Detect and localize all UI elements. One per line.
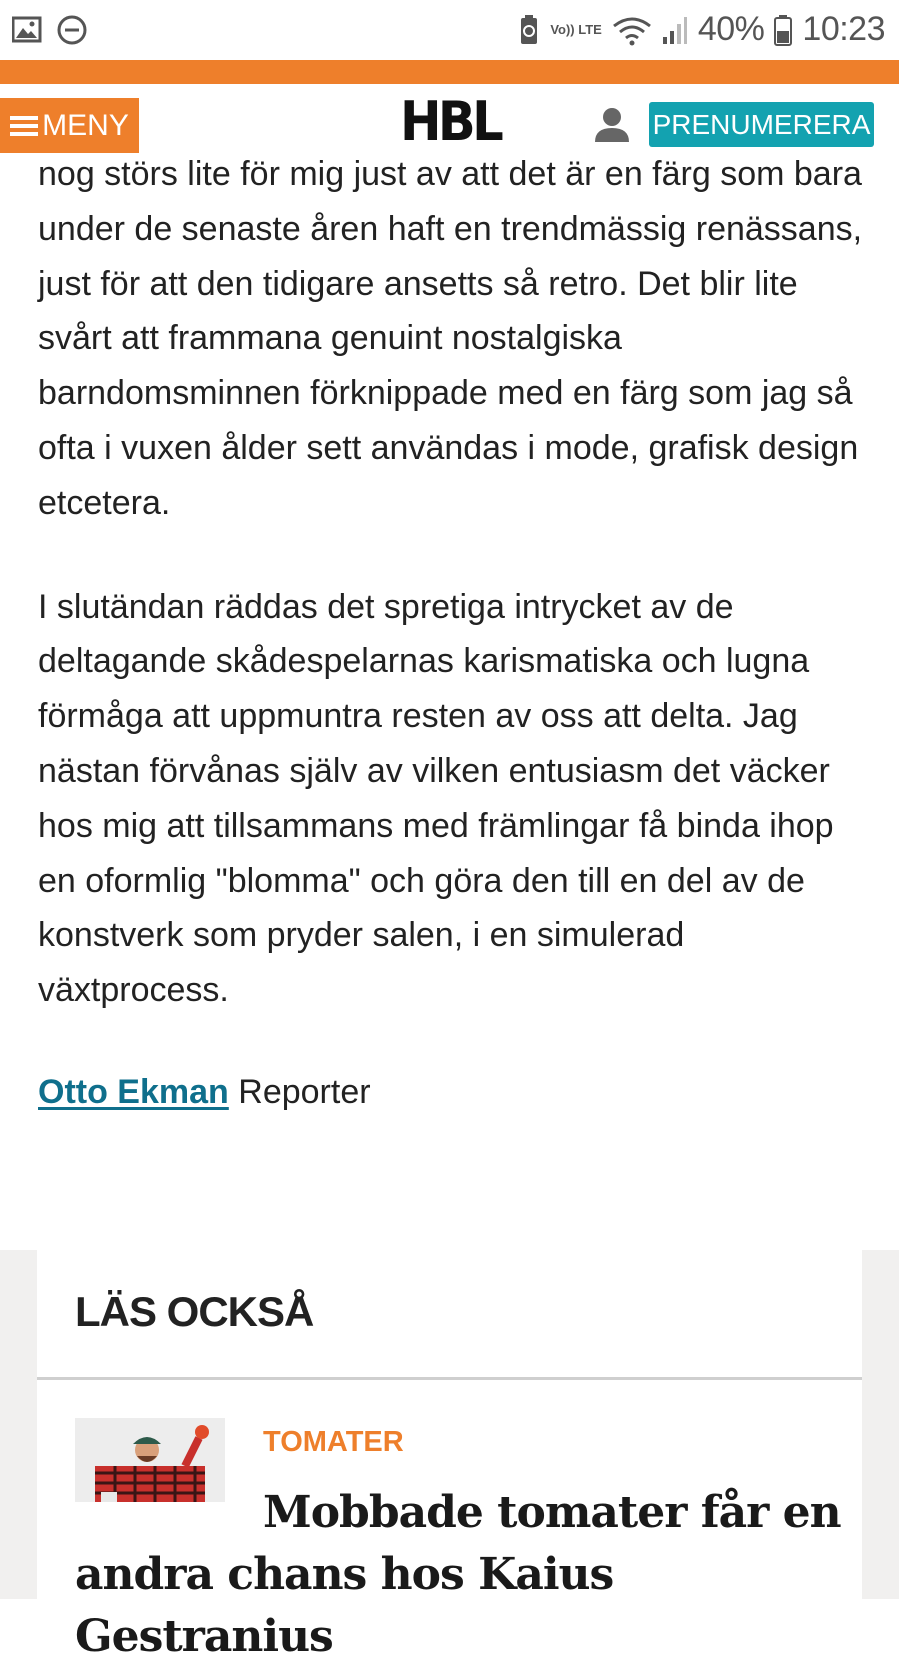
hamburger-icon xyxy=(10,112,38,140)
brand-bar xyxy=(0,60,899,84)
wifi-icon xyxy=(612,14,652,46)
data-saver-icon xyxy=(518,14,540,46)
author-link[interactable]: Otto Ekman xyxy=(38,1073,229,1111)
subscribe-button[interactable]: PRENUMERERA xyxy=(649,102,874,147)
article-paragraph: I slutändan räddas det spretiga intrycket av de deltagande skådespelarnas karismatiska och lugna förmåga att uppmuntra resten av oss att delta. Jag nästan förvånas själv av vilken entusiasm det väcker hos mig att tillsammans med främlingar få binda ihop en oformlig "blomma" och göra den till en del av de konstverk som pryder salen, i en simulerad växtprocess. xyxy=(38,587,834,1010)
do-not-disturb-icon xyxy=(56,14,88,46)
gallery-notification-icon xyxy=(12,16,42,44)
article-paragraph: nog störs lite för mig just av att det är en färg som bara under de senaste åren haft en trendmässig renässans, just för att den tidigare ansetts så retro. Det blir lite svårt att frammana genuint nostalgiska barndomsminnen förknippade med en färg som jag så ofta i vuxen ålder sett användas i mode, grafisk design etcetera. xyxy=(38,155,863,522)
site-logo[interactable]: HBL xyxy=(400,90,501,153)
read-also-card xyxy=(37,1250,862,1662)
author-role: Reporter xyxy=(238,1073,371,1111)
user-account-icon[interactable] xyxy=(592,104,632,144)
network-type: Vo)) LTE xyxy=(550,22,602,37)
article-body xyxy=(38,147,868,1018)
menu-label: MENY xyxy=(42,108,129,142)
read-also-section xyxy=(0,1250,899,1662)
signal-icon xyxy=(662,15,688,45)
read-also-title: LÄS OCKSÅ xyxy=(75,1288,314,1335)
clock: 10:23 xyxy=(802,10,885,48)
article-kicker: TOMATER xyxy=(263,1426,404,1458)
status-bar xyxy=(0,0,899,60)
divider xyxy=(37,1377,862,1380)
battery-percent: 40% xyxy=(697,10,765,48)
byline xyxy=(38,1073,371,1112)
battery-icon xyxy=(774,14,792,46)
menu-button[interactable] xyxy=(0,98,139,153)
related-article-headline[interactable]: Mobbade tomater får en andra chans hos Kaius Gestranius xyxy=(75,1487,841,1662)
site-header xyxy=(0,84,899,152)
